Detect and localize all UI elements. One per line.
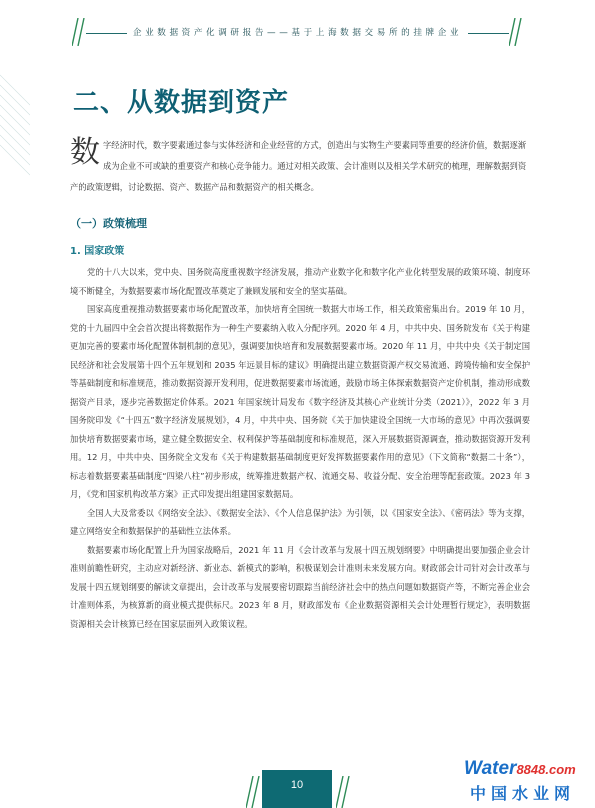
subsection-heading: 1. 国家政策 (70, 246, 125, 257)
page-title: 二、从数据到资产 (73, 88, 290, 118)
header-right-slashes (509, 18, 523, 46)
intro-paragraph (70, 135, 530, 198)
section-heading: （一）政策梳理 (70, 217, 147, 230)
page-number: 10 (290, 779, 304, 791)
body-paragraph: 党的十八大以来，党中央、国务院高度重视数字经济发展，推动产业数字化和数字化产业化转型发展的政策环境、制度环境不断健全，为数据要素市场化配置改革奠定了兼顾发展和安全的坚实基础。 (70, 267, 530, 296)
footer-left-slashes (246, 776, 260, 808)
watermark-tld: .com (545, 762, 576, 777)
drop-cap: 数 (70, 135, 100, 170)
body-paragraph: 国家高度重视推动数据要素市场化配置改革，加快培育全国统一数据大市场工作，相关政策密集出台。2019 年 10 月，党的十九届四中全会首次提出将数据作为一种生产要素纳入收入分配序列。2020 年 4 月，中共中央、国务院发布《关于构建更加完善的要素市场化配置体制机制的意见》，强调要加快培育和发展数据要素市场。2020 年 11 月，中共中央《关于制定国民经济和社会发展第十四个五年规划和 2035 年远景目标的建议》明确提出建立数据资源产权交易流通、跨境传输和安全保护等基础制度和标准规范，推动数据资源开发利用，促进数据要素市场流通，鼓励市场主体探索数据资产定价机制，推动形成数据资产目录，逐步完善数据定价体系。2021 年国家统计局发布《数字经济及其核心产业统计分类（2021）》，2022 年 3 月国务院印发《“十四五”数字经济发展规划》，4 月，中共中央、国务院《关于加快建设全国统一大市场的意见》中再次强调要加快培育数据要素市场，建立健全数据安全、权利保护等基础制度和标准规范，深入开展数据资源调查，推动数据资源开发利用。12 月，中共中央、国务院全文发布《关于构建数据基础制度更好发挥数据要素作用的意见》（下文简称“数据二十条”），标志着数据要素基础制度“四梁八柱”初步形成，统筹推进数据产权、流通交易、收益分配、安全治理等配套政策。2023 年 3 月，《党和国家机构改革方案》正式印发提出组建国家数据局。 (70, 304, 530, 499)
watermark-word: Water (464, 758, 517, 779)
footer-right-slashes (336, 776, 350, 808)
intro-text: 字经济时代，数字要素通过参与实体经济和企业经营的方式，创造出与实物生产要素同等重要的经济价值，数据逐渐成为企业不可或缺的重要资产和核心竞争能力。通过对相关政策、会计准则以及相关学术研究的梳理，理解数据到资产的政策逻辑，讨论数据、资产、数据产品和数据资产的相关概念。 (70, 140, 527, 192)
body-text (70, 263, 530, 633)
watermark-number: 8848 (516, 762, 546, 777)
body-paragraph: 全国人大及常委以《网络安全法》、《数据安全法》、《个人信息保护法》为引领，以《国家安全法》、《密码法》等为支撑，建立网络安全和数据保护的基础性立法体系。 (70, 507, 530, 536)
watermark-logo (464, 758, 576, 780)
watermark-chinese: 中国水业网 (470, 784, 576, 803)
body-paragraph: 数据要素市场化配置上升为国家战略后，2021 年 11 月《会计改革与发展十四五规划纲要》中明确提出要加强企业会计准则前瞻性研究，主动应对新经济、新业态、新模式的影响，积极谋划会计准则未来发展方向。财政部会计司针对会计改革与发展十四五规划纲要的解读文章提出，会计改革与发展要密切跟踪当前经济社会中的热点问题如数据资产等，不断完善企业会计准则体系，为核算新的商业模式提供标尺。2023 年 8 月，财政部发布《企业数据资源相关会计处理暂行规定》，表明数据资源相关会计核算已经在国家层面列入政策议程。 (70, 544, 530, 629)
decorative-side-pattern (0, 70, 30, 190)
running-header-text: 企业数据资产化调研报告——基于上海数据交易所的挂牌企业 (127, 28, 468, 38)
running-header (0, 26, 595, 38)
